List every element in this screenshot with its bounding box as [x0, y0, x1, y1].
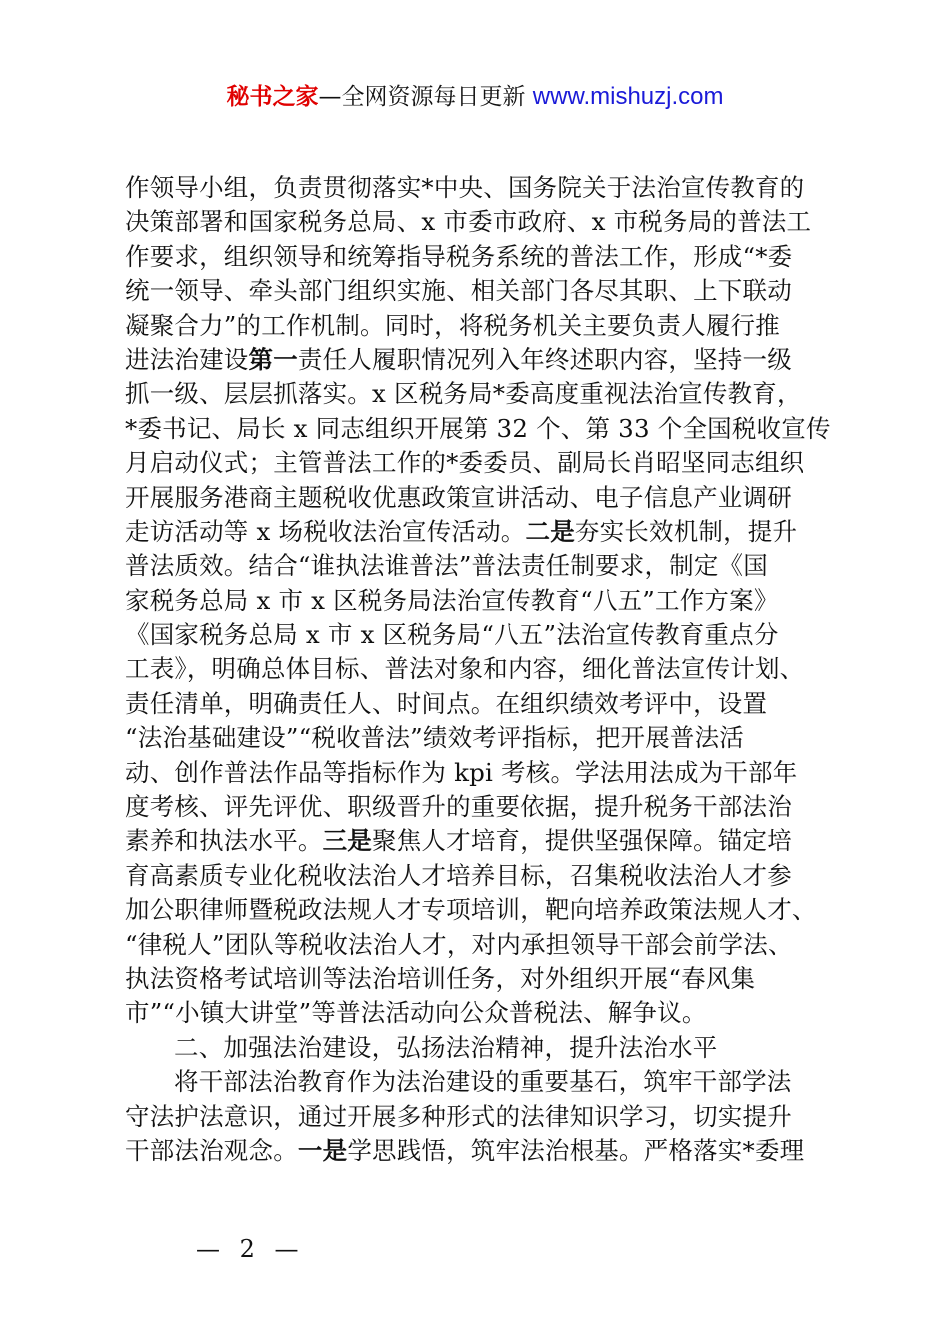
text-segment: 干部法治观念。 — [125, 1135, 298, 1165]
text-segment: 月启动仪式；主管普法工作的*委委员、副局长肖昭坚同志组织 — [125, 448, 805, 478]
bold-text-segment: 二是 — [525, 516, 575, 546]
text-line — [125, 756, 845, 790]
text-line — [125, 171, 845, 205]
text-segment: 凝聚合力”的工作机制。同时，将税务机关主要负责人履行推 — [125, 310, 780, 340]
text-segment: 走访活动等 x 场税收法治宣传活动。 — [125, 516, 526, 546]
text-segment: 工表》，明确总体目标、普法对象和内容，细化普法宣传计划、 — [125, 654, 805, 684]
text-segment: 统一领导、牵头部门组织实施、相关部门各尽其职、上下联动 — [125, 276, 792, 306]
text-line — [125, 1031, 845, 1065]
text-segment: 普法质效。结合“谁执法谁普法”普法责任制要求，制定《国 — [125, 551, 768, 581]
text-line — [125, 790, 845, 824]
text-segment: 责任人履职情况列入年终述职内容，坚持一级 — [297, 344, 792, 374]
text-segment: 决策部署和国家税务总局、x 市委市政府、x 市税务局的普法工 — [125, 207, 812, 237]
text-segment: 守法护法意识，通过开展多种形式的法律知识学习，切实提升 — [125, 1101, 792, 1131]
header-tagline: —全网资源每日更新 — [318, 84, 526, 110]
text-line — [125, 584, 845, 618]
text-line — [125, 996, 845, 1030]
bold-text-segment: 一是 — [297, 1135, 348, 1165]
text-segment: 动、创作普法作品等指标作为 kpi 考核。学法用法成为干部年 — [125, 757, 798, 787]
text-segment: 素养和执法水平。 — [125, 826, 323, 856]
text-line — [125, 859, 845, 893]
text-segment: 抓一级、层层抓落实。x 区税务局*委高度重视法治宣传教育， — [125, 379, 802, 409]
text-line — [125, 343, 845, 377]
text-segment: *委书记、局长 x 同志组织开展第 32 个、第 33 个全国税收宣传 — [125, 413, 831, 443]
text-line — [125, 962, 845, 996]
text-segment: 作要求，组织领导和统筹指导税务系统的普法工作，形成“*委 — [125, 241, 793, 271]
brand-name: 秘书之家 — [226, 84, 319, 110]
text-segment: 责任清单，明确责任人、时间点。在组织绩效考评中，设置 — [125, 688, 768, 718]
text-line — [125, 893, 845, 927]
text-segment: 学思践悟，筑牢法治根基。严格落实*委理 — [347, 1135, 805, 1165]
text-segment: 将干部法治教育作为法治建设的重要基石，筑牢干部学法 — [174, 1067, 792, 1097]
text-line — [125, 618, 845, 652]
text-segment: 加公职律师暨税政法规人才专项培训，靶向培养政策法规人才、 — [125, 895, 817, 925]
text-line — [125, 824, 845, 858]
text-line — [125, 481, 845, 515]
text-segment: 家税务总局 x 市 x 区税务局法治宣传教育“八五”工作方案》 — [125, 585, 779, 615]
text-segment: 执法资格考试培训等法治培训任务，对外组织开展“春风集 — [125, 963, 756, 993]
text-line — [125, 928, 845, 962]
site-url-link[interactable]: www.mishuzj.com — [532, 83, 724, 110]
bold-text-segment: 第一 — [248, 344, 298, 374]
text-segment: 育高素质专业化税收法治人才培养目标，召集税收法治人才参 — [125, 860, 792, 890]
text-segment: 进法治建设 — [125, 344, 249, 374]
document-body — [125, 171, 845, 1168]
text-segment: 度考核、评先评优、职级晋升的重要依据，提升税务干部法治 — [125, 792, 792, 822]
text-line — [125, 652, 845, 686]
text-segment: “律税人”团队等税收法治人才，对内承担领导干部会前学法、 — [125, 929, 793, 959]
text-segment: 二、加强法治建设，弘扬法治精神，提升法治水平 — [174, 1032, 718, 1062]
text-segment: 开展服务港商主题税收优惠政策宣讲活动、电子信息产业调研 — [125, 482, 792, 512]
page-number: — 2 — — [196, 1235, 305, 1263]
text-line — [125, 240, 845, 274]
text-line — [125, 274, 845, 308]
text-segment: 《国家税务总局 x 市 x 区税务局“八五”法治宣传教育重点分 — [125, 620, 779, 650]
text-line — [125, 1065, 845, 1099]
text-line — [125, 1100, 845, 1134]
site-header — [0, 82, 950, 112]
bold-text-segment: 三是 — [322, 826, 373, 856]
text-segment: 作领导小组，负责贯彻落实*中央、国务院关于法治宣传教育的 — [125, 173, 805, 202]
text-line — [125, 446, 845, 480]
text-line — [125, 309, 845, 343]
text-line — [125, 549, 845, 583]
text-segment: 市”“小镇大讲堂”等普法活动向公众普税法、解争议。 — [125, 998, 707, 1028]
text-line — [125, 515, 845, 549]
text-segment: 聚焦人才培育，提供坚强保障。锚定培 — [372, 826, 792, 856]
text-line — [125, 412, 845, 446]
text-segment: 夯实长效机制，提升 — [574, 516, 798, 546]
text-line — [125, 205, 845, 239]
text-line — [125, 721, 845, 755]
text-line — [125, 377, 845, 411]
text-segment: “法治基础建设”“税收普法”绩效考评指标，把开展普法活 — [125, 723, 744, 753]
text-line — [125, 687, 845, 721]
text-line — [125, 1134, 845, 1168]
